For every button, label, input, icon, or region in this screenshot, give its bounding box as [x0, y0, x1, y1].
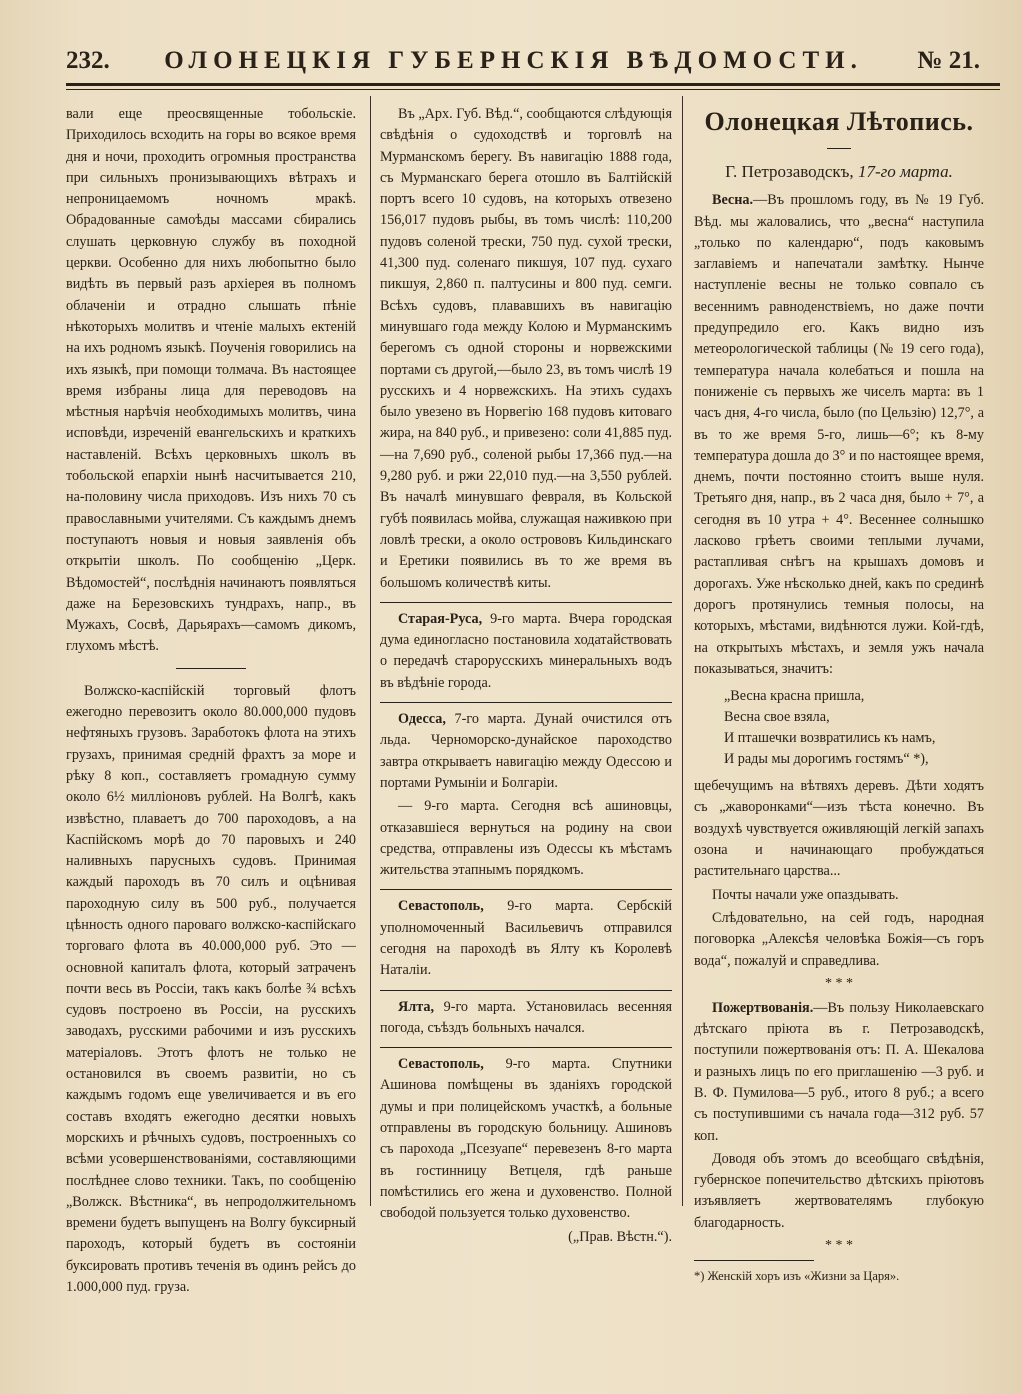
news-sevastopol-1	[380, 896, 672, 981]
article-proverb: Слѣдовательно, на сей годъ, народная поговорка „Алексѣя человѣка Божія—съ горъ вода“, пожалуй и справедлива.	[694, 909, 984, 969]
article-text: —Въ прошломъ году, въ № 19 Губ. Вѣд. мы жаловались, что „весна“ наступила „только по календарю“, подъ каковымъ заглавіемъ и напечатали замѣтку. Нынче наступленіе весны не только совпало съ весеннимъ равноденствіемъ, но даже почти предупредило его. Какъ видно изъ метеорологической таблицы (№ 19 сего года), температура начала колебаться и пошла на пониженіе съ первыхъ же чиселъ марта: въ 1 часъ дня, 4-го числа, было (по Цельзію) 12,7°, а въ то же время 5-го, лишь—6°; къ 8-му температура дошла до 3° и по настоящее время, днемъ, почти постоянно стоитъ выше нуля. Третьяго дня, напр., въ 2 часа дня, было + 7°, а сегодня въ 10 утра + 4°. Весеннее солнышко ласково грѣетъ своими теплыми лучами, растапливая снѣгъ на крышахъ домовъ и дорогахъ. Уже нѣсколько дней, какъ по срединѣ дорогъ протянулись темныя полосы, на которыхъ, мѣстами, видѣнются лужи. Кой-гдѣ, на открытыхъ мѣстахъ, и земля ужъ начала показываться, значитъ:	[694, 192, 984, 677]
news-yalta	[380, 997, 672, 1040]
column-1	[66, 104, 356, 1300]
footnote-rule	[694, 1260, 814, 1261]
article-lead: Пожертвованія.	[712, 999, 814, 1016]
news-text: 9-го марта. Установилась весенняя погода, съѣздъ больныхъ начался.	[380, 998, 672, 1036]
article-lead: Весна.	[712, 192, 754, 209]
article-gratitude: Доводя объ этомъ до всеобщаго свѣдѣнія, губернское попечительство дѣтскихъ пріютовъ изъявляетъ жертвователямъ глубокую благодарность.	[694, 1150, 984, 1231]
article-murman-shipping: Въ „Арх. Губ. Вѣд.“, сообщаются слѣдующія свѣдѣнія о судоходствѣ и торговлѣ на Мурманскомъ берегу. Въ навигацію 1888 года, съ Мурманскаго берега отошло въ Балтійскій портъ всего 10 судовъ, на которыхъ отвезено 156,017 пудовъ рыбы, въ томъ числѣ: 110,200 пудовъ соленой трески, 750 пуд. сухой трески, 41,300 пуд. соленаго пикшуя, 107 пуд. сухаго пикшуя, 2,860 п. палтусины и 800 пуд. семги. Всѣхъ судовъ, плававшихъ въ навигацію минувшаго года между Колою и Мурманскимъ берегомъ съ одной стороны и норвежскими портами съ другой,—было 23, въ томъ числѣ 19 русскихъ и 4 норвежскихъ. На этихъ судахъ было увезено въ Норвегію 168 пудовъ китоваго жира, на 840 руб., и привезено: соли 41,885 пуд.—на 7,690 руб., соленой рыбы 17,366 пуд.—на 9,280 руб. и ржи 22,010 пуд.—на 3,550 рублей. Въ началѣ минувшаго февраля, въ Кольской губѣ появилась мойва, служащая наживкою при ловлѣ трески, а около острововъ Кильдинскаго и Еретики появились въ то же время въ большомъ количествѣ киты.	[380, 106, 672, 591]
column-divider-2	[682, 96, 683, 1206]
title-dash	[827, 148, 851, 149]
poem-line: И пташечки возвратились къ намъ,	[724, 730, 936, 747]
section-title: Олонецкая Лѣтопись.	[704, 107, 974, 136]
news-separator	[380, 1047, 672, 1048]
news-text: 9-го марта. Спутники Ашинова помѣщены въ зданіяхъ городской думы и при полицейскомъ участкѣ, а больные отправлены въ городскую больницу. Ашиновъ съ парохода „Псезуапе“ перевезенъ 8-го марта въ гостинницу Ветцеля, гдѣ раньше помѣстились его жена и духовенство. Полной свободой пользуется только духовенство.	[380, 1056, 672, 1222]
article-tobolsk-continuation: вали еще преосвященные тобольскіе. Приходилось всходить на горы во всякое время дня и ночи, проходить огромныя пространства при сильныхъ пронизывающихъ вѣтрахъ и непроницаемомъ ночномъ мракѣ. Обрадованные самоѣды массами сбирались слушать церковную службу въ походной церкви. Особенно для нихъ любопытно было видѣть въ первый разъ архіерея въ полномъ облаченіи и отрадно слышать пѣніе нѣкоторыхъ молитвъ и чтеніе малыхъ ектеній на ихъ родномъ языкѣ. Поученія говорились на ихъ языкѣ, при помощи толмача. Въ настоящее время избраны лица для переводовъ на мѣстныя нарѣчія необходимыхъ молитвъ, чина исповѣди, изреченій евангельскихъ и краткихъ наставленій. Всѣхъ церковныхъ школъ въ тобольской епархіи нынѣ насчитывается 210, на-половину числа приходовъ. Изъ нихъ 70 съ православными учителями. Съ каждымъ днемъ поступаютъ новыя и новыя заявленія объ открытіи школъ. По сообщенію „Церк. Вѣдомостей“, послѣднія начинаютъ появляться даже на Березовскихъ тундрахъ, напр., въ Мужахъ, Сосвѣ, Дарьярахъ—самомъ дикомъ, глухомъ мѣстѣ.	[66, 106, 356, 655]
article-volga-caspian-fleet: Волжско-каспійскій торговый флотъ ежегодно перевозитъ около 80.000,000 пудовъ нефтяныхъ грузовъ. Заработокъ флота на этихъ грузахъ, принимая средній фрахтъ за море и рѣку 8 коп., составляетъ громадную сумму около 6½ милліоновъ рублей. На Волгѣ, какъ извѣстно, плаваетъ до 700 пароходовъ, а на Каспійскомъ морѣ до 70 паровыхъ и 240 наливныхъ парусныхъ судовъ. Принимая каждый пароходъ въ 70 силъ и оцѣнивая пароходную силу въ 500 руб., получается цѣнность одного пароваго волжско-каспійскаго торговаго флота въ 40.000,000 руб. Это — основной капиталъ флота, который затраченъ почти весь въ Россіи, такъ какъ болѣе ¾ всѣхъ судовъ построено въ Россіи, на русскихъ заводахъ, русскими рабочими и изъ русскихъ матеріаловъ. Этотъ флотъ не только не остановился въ своемъ развитіи, но съ каждымъ годомъ еще увеличивается и въ его составъ входятъ ежегодно десятки новыхъ морскихъ и рѣчныхъ судовъ, построенныхъ со всѣми усовершенствованіями, составляющими послѣднее слово техники. Такъ, по сообщенію „Волжск. Вѣстника“, въ непродолжительномъ времени будетъ выпущенъ на Волгу буксирный пароходъ, который будетъ въ состояніи буксировать противъ теченія въ одинъ рейсъ до 1.000,000 пуд. груза.	[66, 682, 356, 1296]
news-place: Старая-Руса,	[398, 610, 483, 627]
news-text: 9-го марта. Сербскій уполномоченный Васильевичъ отправился сегодня на пароходѣ въ Ялту къ Королевѣ Наталіи.	[380, 898, 672, 979]
footnote: *) Женскій хоръ изъ «Жизни за Царя».	[694, 1269, 900, 1284]
news-odessa-2: — 9-го марта. Сегодня всѣ ашиновцы, отказавшіеся вернуться на родину на свои средства, отправлены изъ Одессы къ мѣстамъ жительства этапнымъ порядкомъ.	[380, 798, 672, 879]
poem-line: „Весна красна пришла,	[724, 688, 865, 705]
news-separator	[380, 889, 672, 890]
poem-quote	[724, 686, 984, 770]
column-divider-1	[370, 96, 371, 1206]
dateline-city: Г. Петрозаводскъ,	[725, 162, 854, 181]
poem-line: Весна свое взяла,	[724, 709, 830, 726]
issue-number: № 21.	[917, 47, 980, 74]
newspaper-title: ОЛОНЕЦКІЯ ГУБЕРНСКІЯ ВѢДОМОСТИ.	[164, 47, 863, 74]
news-place: Одесса,	[398, 711, 446, 728]
column-2	[380, 104, 672, 1250]
news-place: Ялта,	[398, 998, 434, 1015]
news-odessa	[380, 709, 672, 794]
poem-line: И рады мы дорогимъ гостямъ“ *),	[724, 751, 929, 768]
news-sevastopol-2	[380, 1054, 672, 1224]
news-place: Севастополь,	[398, 898, 484, 915]
stars-separator: * * *	[825, 975, 853, 991]
article-spring-continued: щебечущимъ на вѣтвяхъ деревъ. Дѣти ходятъ съ „жаворонками“—изъ тѣста конечно. Въ воздухѣ чувствуется оживляющій легкій запахъ озона и начинающаго пробуждаться растительнаго царства...	[694, 778, 984, 880]
stars-separator: * * *	[825, 1238, 853, 1254]
column-3	[694, 104, 984, 1287]
news-separator	[380, 990, 672, 991]
dateline-date: 17-го марта.	[857, 162, 953, 181]
dateline	[694, 161, 984, 182]
header-rule-thick	[66, 83, 1000, 86]
page-header	[66, 44, 980, 78]
article-text: —Въ пользу Николаевскаго дѣтскаго пріюта въ г. Петрозаводскѣ, поступили пожертвованія отъ: П. А. Шекалова и разныхъ лицъ по его приглашенію —3 руб. и В. Ф. Пумилова—5 руб., итого 8 руб.; а всего съ поступившими съ начала года—312 руб. 57 коп.	[694, 999, 984, 1144]
news-source: („Прав. Вѣстн.“).	[568, 1228, 672, 1245]
news-text: 9-го марта. Вчера городская дума единогласно постановила ходатайствовать о передачѣ старорусскихъ минеральныхъ водъ въ вѣдѣніе города.	[380, 610, 672, 691]
news-text: 7-го марта. Дунай очистился отъ льда. Черноморско-дунайское пароходство завтра открываетъ навигацію между Одессою и портами Румыніи и Болгаріи.	[380, 711, 672, 791]
header-rule-thin	[66, 89, 1000, 90]
news-separator	[380, 702, 672, 703]
article-donations	[694, 998, 984, 1147]
article-mail: Почты начали уже опаздывать.	[712, 886, 899, 903]
news-staraya-russa	[380, 609, 672, 694]
page-number: 232.	[66, 47, 110, 74]
news-place: Севастополь,	[398, 1056, 484, 1073]
article-separator	[176, 668, 246, 669]
article-spring	[694, 190, 984, 680]
article-separator	[380, 602, 672, 603]
